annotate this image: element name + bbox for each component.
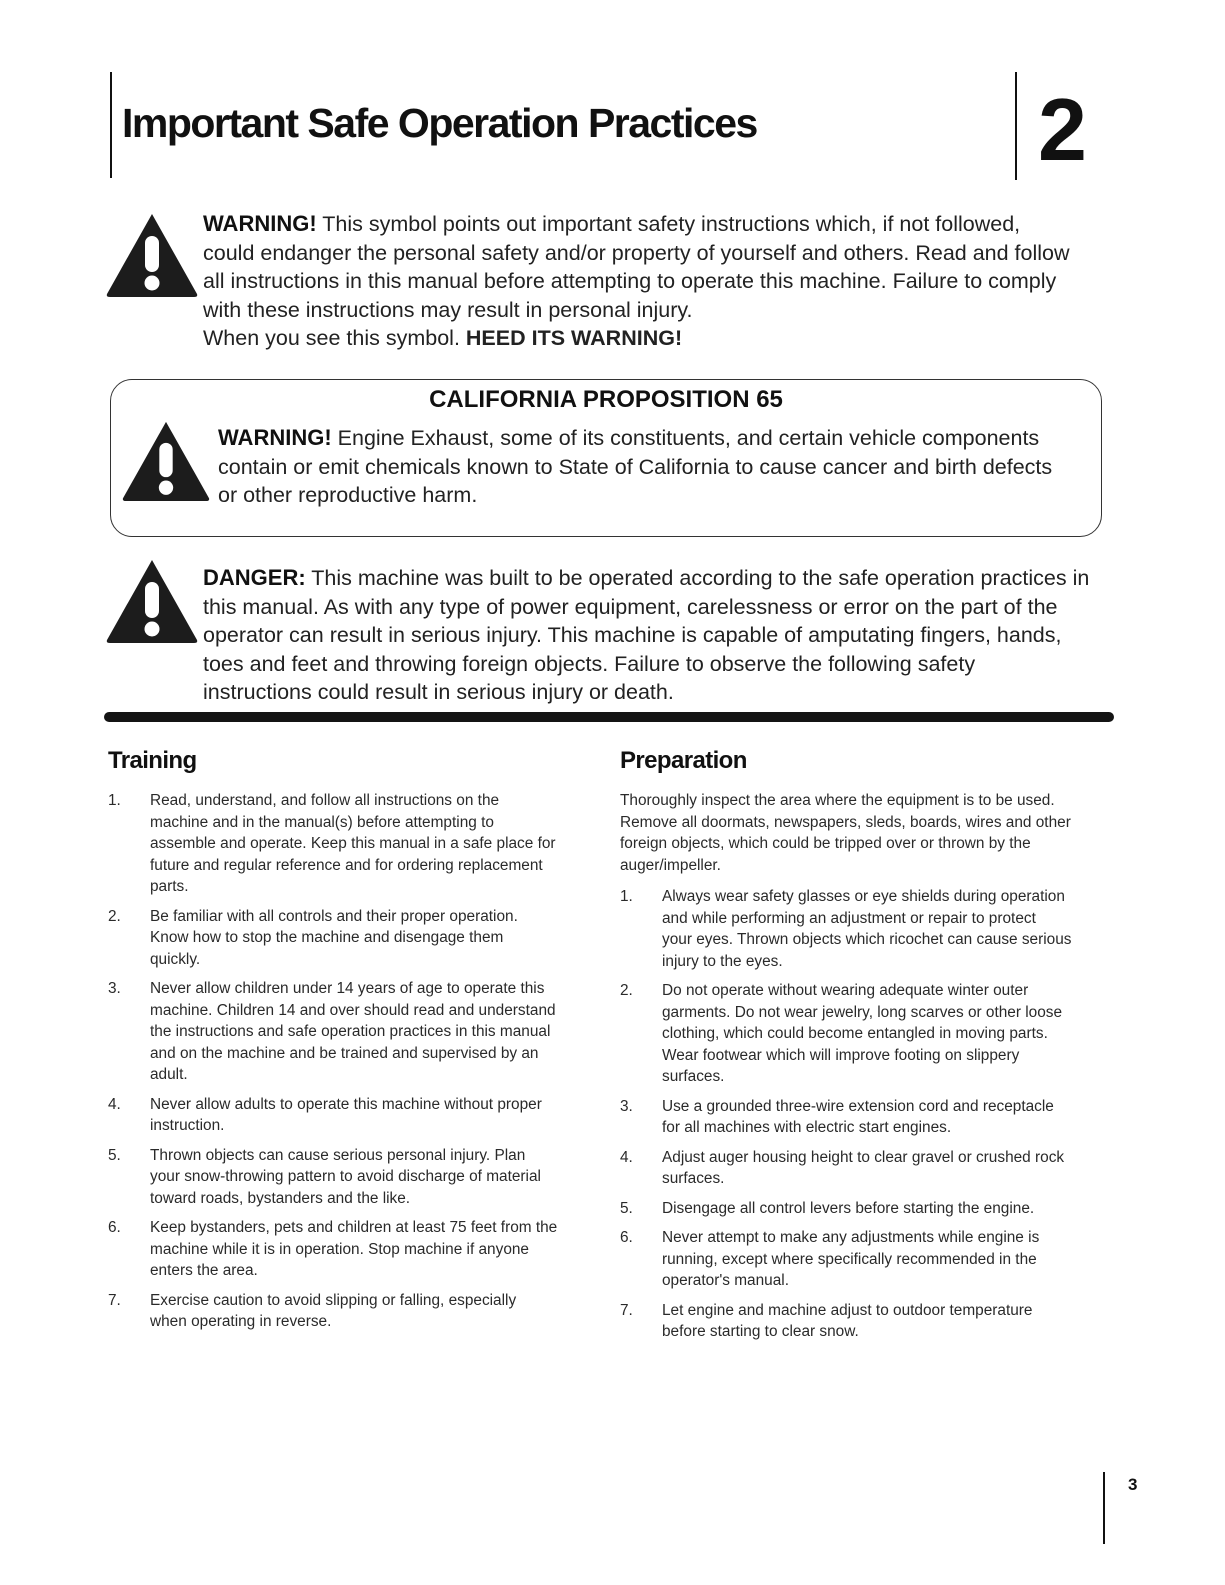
- item-number: 7.: [108, 1291, 121, 1309]
- text-line: future and regular reference and for ordering replacement: [150, 856, 543, 874]
- text-line: Keep bystanders, pets and children at least 75 feet from the: [150, 1219, 558, 1236]
- list-item: [620, 1147, 1120, 1190]
- text-line: Disengage all control levers before starting the engine.: [662, 1199, 1035, 1217]
- text-line: when operating in reverse.: [150, 1313, 332, 1330]
- text-line: clothing, which could become entangled in moving parts.: [662, 1025, 1048, 1042]
- item-text: [150, 1292, 516, 1331]
- list-item: [620, 1300, 1120, 1343]
- prop65-line: or other reproductive harm.: [218, 483, 478, 507]
- warning-line: This symbol points out important safety instructions which, if not followed,: [322, 212, 1021, 236]
- item-text: [150, 1147, 541, 1207]
- item-text: [662, 1302, 1032, 1341]
- page-number: 3: [1128, 1475, 1138, 1494]
- text-line: and while performing an adjustment or repair to protect: [662, 909, 1036, 927]
- item-number: 5.: [620, 1199, 633, 1217]
- item-number: 1.: [108, 792, 121, 809]
- item-number: 6.: [108, 1219, 121, 1236]
- warning-line: could endanger the personal safety and/or property of yourself and others. Read and follow: [203, 240, 1070, 265]
- text-line: your snow-throwing pattern to avoid discharge of material: [150, 1168, 541, 1185]
- item-number: 5.: [108, 1146, 121, 1164]
- list-item: [108, 1290, 618, 1333]
- list-item: [108, 790, 618, 898]
- text-line: Read, understand, and follow all instructions on the: [150, 792, 500, 809]
- text-line: toward roads, bystanders and the like.: [150, 1189, 411, 1207]
- text-line: instruction.: [150, 1117, 225, 1134]
- text-line: before starting to clear snow.: [662, 1323, 859, 1340]
- page-title: Important Safe Operation Practices: [122, 100, 757, 146]
- text-line: Adjust auger housing height to clear gravel or crushed rock: [662, 1148, 1065, 1166]
- danger-line: this manual. As with any type of power equipment, carelessness or error on the part of the: [203, 594, 1058, 619]
- text-line: Do not operate without wearing adequate winter outer: [662, 982, 1029, 999]
- text-line: garments. Do not wear jewelry, long scarves or other loose: [662, 1003, 1063, 1021]
- item-number: 3.: [108, 980, 121, 997]
- item-number: 6.: [620, 1229, 633, 1246]
- text-line: Let engine and machine adjust to outdoor temperature: [662, 1301, 1033, 1319]
- text-line: Thrown objects can cause serious personal injury. Plan: [150, 1146, 526, 1164]
- training-list: [108, 790, 618, 1333]
- chapter-divider: [1015, 72, 1017, 180]
- prop65-title: CALIFORNIA PROPOSITION 65: [429, 386, 783, 413]
- list-item: [108, 978, 618, 1086]
- list-item: [620, 886, 1120, 972]
- text-line: running, except where specifically recommended in the: [662, 1250, 1037, 1268]
- item-number: 3.: [620, 1097, 633, 1115]
- item-text: [150, 1096, 542, 1135]
- text-line: Be familiar with all controls and their proper operation.: [150, 907, 518, 925]
- text-line: your eyes. Thrown objects which ricochet can cause serious: [662, 931, 1072, 948]
- prop65-keyword: WARNING!: [218, 425, 332, 450]
- title-left-rule: [110, 72, 112, 178]
- text-line: machine. Children 14 and over should read and understand: [150, 1001, 556, 1019]
- danger-line: This machine was built to be operated according to the safe operation practices in: [311, 566, 1090, 590]
- item-number: 2.: [108, 907, 121, 925]
- danger-triangle-icon: [104, 556, 200, 644]
- section-divider: [104, 712, 1114, 722]
- danger-line: toes and feet and throwing foreign objects. Failure to observe the following safety: [203, 651, 976, 676]
- text-line: Never attempt to make any adjustments while engine is: [662, 1229, 1040, 1246]
- prop65-notice: [218, 424, 1098, 510]
- text-line: Never allow children under 14 years of age to operate this: [150, 980, 545, 997]
- text-line: operator's manual.: [662, 1272, 789, 1289]
- training-heading: Training: [108, 747, 197, 774]
- text-line: assemble and operate. Keep this manual in a safe place for: [150, 835, 556, 852]
- list-item: [620, 980, 1120, 1088]
- text-line: surfaces.: [662, 1170, 725, 1187]
- text-line: quickly.: [150, 950, 201, 968]
- text-line: foreign objects, which could be tripped over or thrown by the: [620, 835, 1031, 852]
- warning-line: with these instructions may result in personal injury.: [203, 297, 693, 322]
- danger-notice: [203, 564, 1113, 707]
- text-line: for all machines with electric start engines.: [662, 1119, 952, 1136]
- chapter-number: 2: [1038, 80, 1087, 179]
- prop65-line: contain or emit chemicals known to State of California to cause cancer and birth defects: [218, 454, 1053, 479]
- text-line: Wear footwear which will improve footing on slippery: [662, 1046, 1020, 1064]
- item-text: [150, 980, 556, 1083]
- warning-triangle-icon: [120, 418, 212, 502]
- preparation-list: [620, 886, 1120, 1343]
- item-text: [150, 908, 518, 968]
- list-item: [620, 1227, 1120, 1292]
- text-line: surfaces.: [662, 1068, 725, 1085]
- list-item: [620, 1198, 1120, 1220]
- preparation-column: [620, 790, 1120, 1351]
- text-line: injury to the eyes.: [662, 952, 783, 970]
- warning-keyword: WARNING!: [203, 211, 317, 236]
- text-line: machine while it is in operation. Stop machine if anyone: [150, 1240, 529, 1258]
- item-number: 7.: [620, 1301, 633, 1319]
- list-item: [108, 1217, 618, 1282]
- text-line: enters the area.: [150, 1262, 258, 1279]
- item-number: 4.: [108, 1095, 121, 1113]
- warning-notice: [203, 210, 1113, 353]
- text-line: Never allow adults to operate this machine without proper: [150, 1095, 542, 1113]
- text-line: parts.: [150, 878, 189, 895]
- item-text: [662, 888, 1071, 970]
- text-line: Remove all doormats, newspapers, sleds, boards, wires and other: [620, 813, 1071, 831]
- item-text: [662, 1200, 1034, 1217]
- item-text: [150, 792, 556, 895]
- item-text: [662, 1149, 1064, 1188]
- training-column: [108, 790, 618, 1341]
- text-line: adult.: [150, 1066, 188, 1083]
- item-text: [662, 982, 1062, 1085]
- danger-keyword: DANGER:: [203, 565, 306, 590]
- text-line: the instructions and safe operation practices in this manual: [150, 1023, 551, 1040]
- text-line: Thoroughly inspect the area where the equipment is to be used.: [620, 792, 1055, 809]
- heed-warning-text: HEED ITS WARNING!: [465, 326, 683, 350]
- danger-line: instructions could result in serious injury or death.: [203, 680, 674, 704]
- text-line: machine and in the manual(s) before attempting to: [150, 813, 494, 831]
- preparation-intro: [620, 790, 1120, 876]
- item-text: [662, 1229, 1039, 1289]
- text-line: Know how to stop the machine and disengage them: [150, 929, 504, 946]
- list-item: [620, 1096, 1120, 1139]
- text-line: and on the machine and be trained and supervised by an: [150, 1044, 539, 1062]
- warning-line: all instructions in this manual before attempting to operate this machine. Failure to comply: [203, 269, 1057, 293]
- warning-final-text: When you see this symbol.: [203, 326, 460, 350]
- page-number-rule: [1103, 1472, 1105, 1544]
- text-line: Use a grounded three-wire extension cord and receptacle: [662, 1097, 1054, 1115]
- warning-triangle-icon: [104, 210, 200, 298]
- item-text: [150, 1219, 557, 1279]
- text-line: Always wear safety glasses or eye shields during operation: [662, 888, 1065, 905]
- list-item: [108, 1145, 618, 1210]
- item-number: 1.: [620, 888, 633, 905]
- item-text: [662, 1098, 1054, 1137]
- text-line: Exercise caution to avoid slipping or falling, especially: [150, 1291, 517, 1309]
- text-line: auger/impeller.: [620, 856, 721, 874]
- list-item: [108, 906, 618, 971]
- prop65-line: Engine Exhaust, some of its constituents, and certain vehicle components: [337, 426, 1040, 450]
- item-number: 2.: [620, 982, 633, 999]
- danger-line: operator can result in serious injury. This machine is capable of amputating fingers, hands,: [203, 623, 1062, 647]
- item-number: 4.: [620, 1148, 633, 1166]
- list-item: [108, 1094, 618, 1137]
- preparation-heading: Preparation: [620, 747, 747, 774]
